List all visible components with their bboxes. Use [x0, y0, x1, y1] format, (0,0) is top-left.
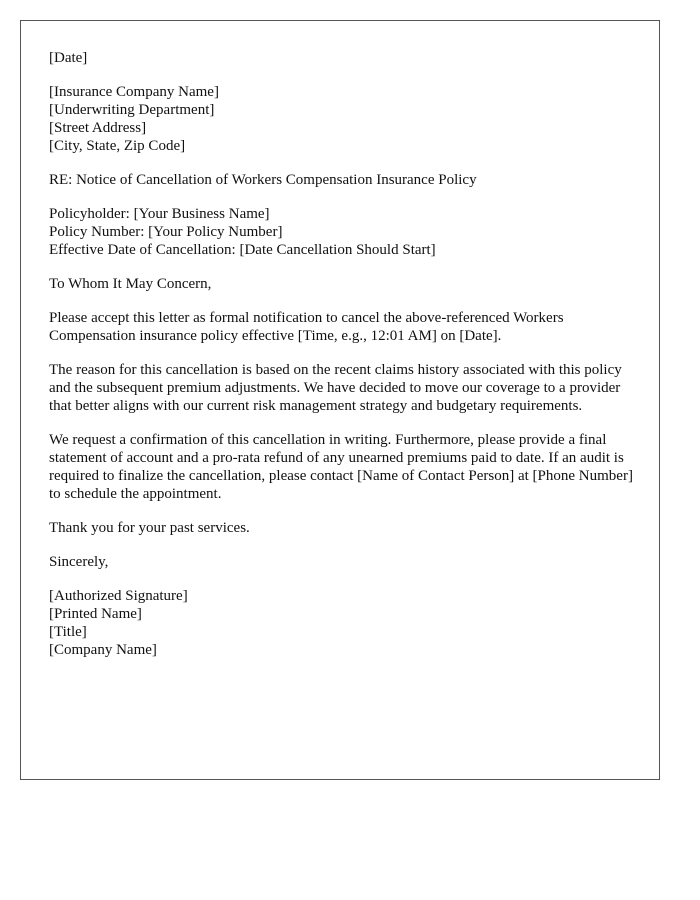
salutation-text: To Whom It May Concern, [49, 276, 212, 292]
closing [49, 553, 639, 571]
salutation [49, 275, 639, 293]
letter-body [49, 49, 639, 675]
paragraph-request: We request a confirmation of this cancellation in writing. Furthermore, please provide a final statement of account and a pro-rata refund of any unearned premiums paid to date. If an audit is required to finalize the cancellation, please contact [Name of Contact Person] at [Phone Number] to schedule the appointment. [49, 432, 633, 502]
date-block [49, 49, 639, 67]
recipient-street: [Street Address] [49, 120, 147, 136]
subject-line [49, 171, 639, 189]
closing-text: Sincerely, [49, 554, 109, 570]
letter-date: [Date] [49, 50, 88, 66]
letter-page [20, 20, 660, 780]
authorized-signature: [Authorized Signature] [49, 588, 188, 604]
signer-company-name: [Company Name] [49, 642, 157, 658]
recipient-company: [Insurance Company Name] [49, 84, 219, 100]
signer-title: [Title] [49, 624, 87, 640]
subject-text: RE: Notice of Cancellation of Workers Compensation Insurance Policy [49, 172, 477, 188]
signature-block [49, 587, 639, 659]
policy-info [49, 205, 639, 259]
recipient-department: [Underwriting Department] [49, 102, 215, 118]
policy-number-line: Policy Number: [Your Policy Number] [49, 224, 283, 240]
paragraph-thanks: Thank you for your past services. [49, 520, 250, 536]
paragraph-notification: Please accept this letter as formal notification to cancel the above-referenced Workers Compensation insurance policy effective [Time, e.g., 12:01 AM] on [Date]. [49, 310, 564, 344]
recipient-city-state-zip: [City, State, Zip Code] [49, 138, 186, 154]
policyholder-line: Policyholder: [Your Business Name] [49, 206, 270, 222]
effective-date-line: Effective Date of Cancellation: [Date Cancellation Should Start] [49, 242, 436, 258]
recipient-address [49, 83, 639, 155]
printed-name: [Printed Name] [49, 606, 142, 622]
paragraph-reason: The reason for this cancellation is based on the recent claims history associated with this policy and the subsequent premium adjustments. We have decided to move our coverage to a provider that better aligns with our current risk management strategy and budgetary requirements. [49, 362, 622, 414]
